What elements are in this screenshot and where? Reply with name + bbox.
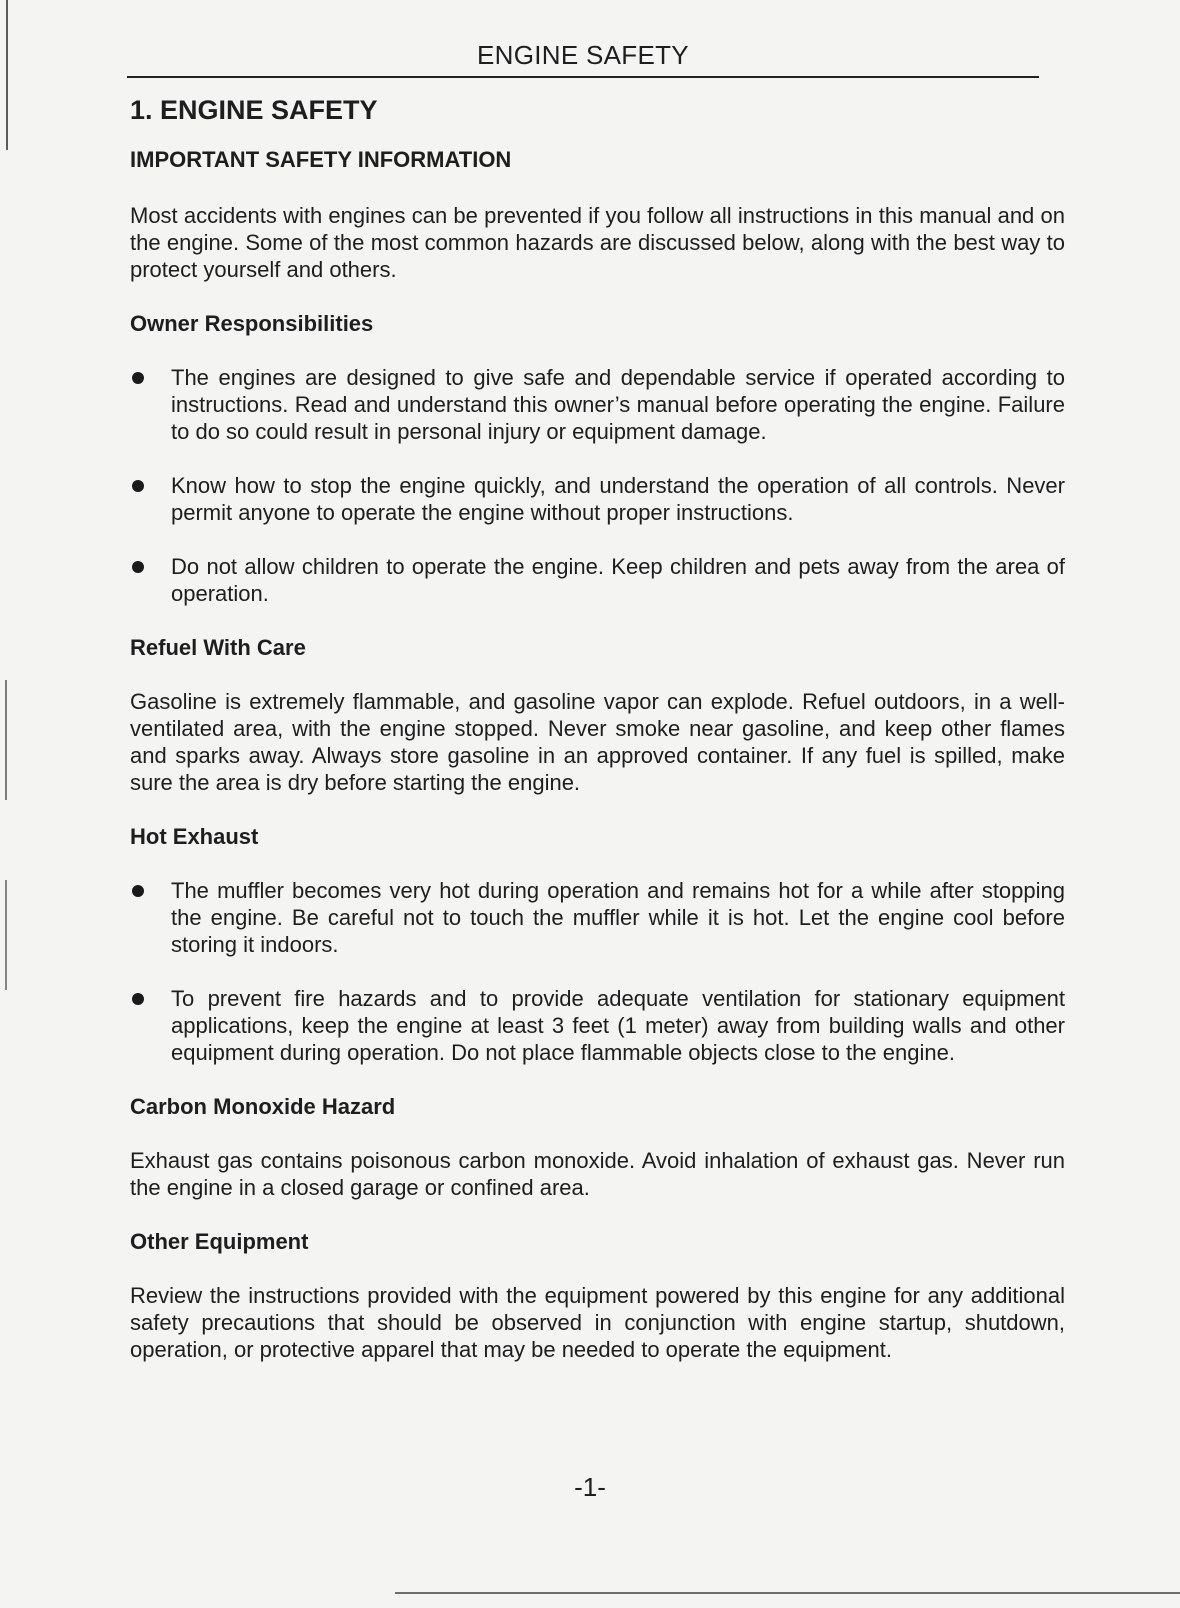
- bullet-icon: [132, 993, 144, 1005]
- scan-edge-mark: [5, 880, 7, 990]
- other-paragraph: Review the instructions provided with the equipment powered by this engine for any additional safety precautions that should be observed in conjunction with engine startup, shutdown, operation, or protective apparel that may be needed to operate the equipment.: [130, 1283, 1065, 1362]
- list-item: Know how to stop the engine quickly, and understand the operation of all controls. Never permit anyone to operate the engine without proper instructions.: [130, 472, 1065, 526]
- bullet-icon: [132, 480, 144, 492]
- section-heading-owner: Owner Responsibilities: [130, 311, 374, 336]
- list-item: To prevent fire hazards and to provide adequate ventilation for stationary equipment applications, keep the engine at least 3 feet (1 meter) away from building walls and other equipment during operation. Do not place flammable objects close to the engine.: [130, 985, 1065, 1066]
- owner-bullet-list: [130, 364, 1065, 607]
- footer-rule: [395, 1592, 1180, 1594]
- page-number: -1-: [574, 1472, 606, 1502]
- list-item: The muffler becomes very hot during operation and remains hot for a while after stopping the engine. Be careful not to touch the muffler while it is hot. Let the engine cool before storing it indoors.: [130, 877, 1065, 958]
- scan-edge-mark: [5, 680, 7, 800]
- important-paragraph: Most accidents with engines can be prevented if you follow all instructions in this manual and on the engine. Some of the most common hazards are discussed below, along with the best way to protect yourself and others.: [130, 203, 1065, 282]
- section-heading-important: IMPORTANT SAFETY INFORMATION: [130, 147, 512, 172]
- section-heading-exhaust: Hot Exhaust: [130, 824, 259, 849]
- scan-edge-mark: [6, 0, 8, 150]
- section-heading-carbon: Carbon Monoxide Hazard: [130, 1094, 396, 1119]
- running-header: ENGINE SAFETY: [477, 40, 689, 70]
- bullet-icon: [132, 561, 144, 573]
- list-item: The engines are designed to give safe and dependable service if operated according to instructions. Read and understand this owner’s manual before operating the engine. Failure to do so could result in personal injury or equipment damage.: [130, 364, 1065, 445]
- header-rule: [127, 76, 1039, 78]
- refuel-paragraph: Gasoline is extremely flammable, and gasoline vapor can explode. Refuel outdoors, in a well-ventilated area, with the engine stopped. Never smoke near gasoline, and keep other flames and sparks away. Always store gasoline in an approved container. If any fuel is spilled, make sure the area is dry before starting the engine.: [130, 689, 1065, 795]
- bullet-icon: [132, 372, 144, 384]
- exhaust-bullet-list: [130, 877, 1065, 1066]
- section-heading-refuel: Refuel With Care: [130, 635, 306, 660]
- section-heading-other: Other Equipment: [130, 1229, 309, 1254]
- carbon-paragraph: Exhaust gas contains poisonous carbon monoxide. Avoid inhalation of exhaust gas. Never run the engine in a closed garage or confined area.: [130, 1148, 1065, 1200]
- bullet-icon: [132, 885, 144, 897]
- page-content: [130, 90, 1065, 1390]
- page-title: 1. ENGINE SAFETY: [130, 95, 378, 125]
- list-item: Do not allow children to operate the engine. Keep children and pets away from the area of operation.: [130, 553, 1065, 607]
